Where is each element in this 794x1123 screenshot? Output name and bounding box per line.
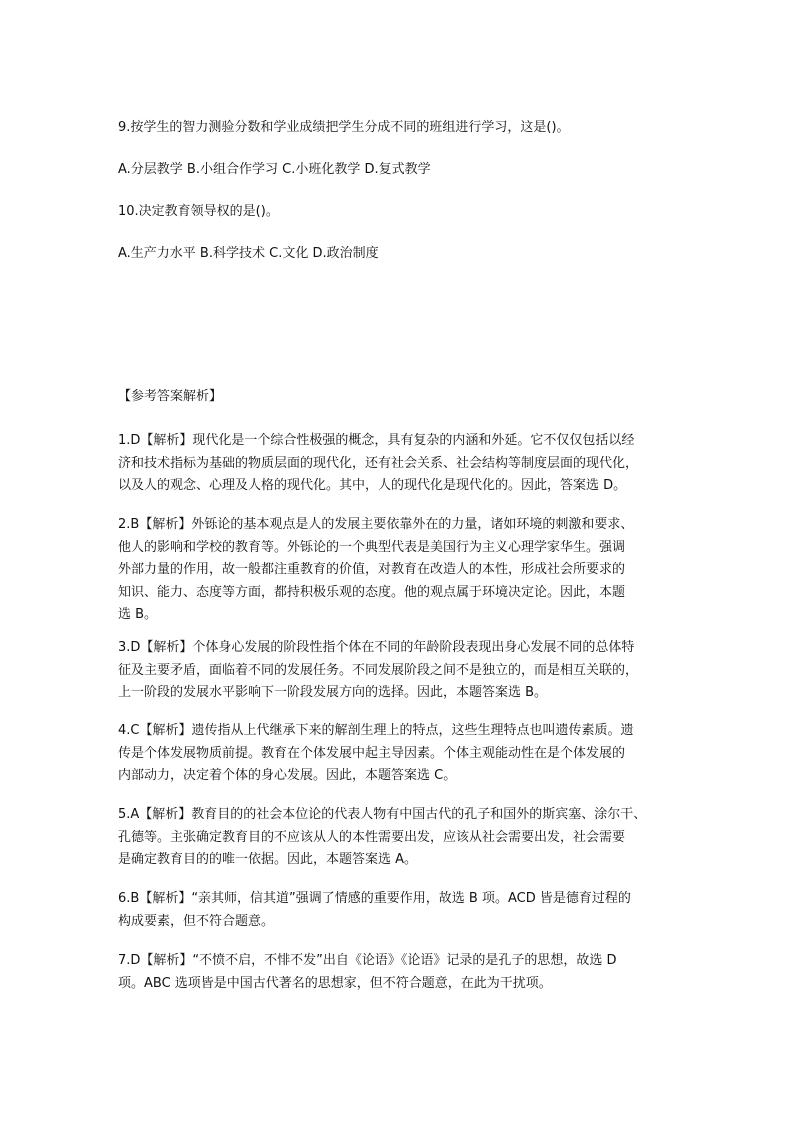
question-9-options: A.分层教学 B.小组合作学习 C.小班化教学 D.复式教学 [118, 162, 431, 177]
answer-line: 5.A【解析】教育目的的社会本位论的代表人物有中国古代的孔子和国外的斯宾塞、涂尔干、 [118, 807, 647, 822]
answer-line: 他人的影响和学校的教育等。外铄论的一个典型代表是美国行为主义心理学家华生。强调 [118, 539, 626, 555]
answer-line: 上一阶段的发展水平影响下一阶段发展方向的选择。因此，本题答案选 B。 [118, 685, 548, 700]
answer-4 [118, 720, 678, 788]
answer-line: 济和技术指标为基础的物质层面的现代化，还有社会关系、社会结构等制度层面的现代化， [118, 455, 639, 471]
answer-line: 7.D【解析】“不愤不启，不悱不发”出自《论语》《论语》记录的是孔子的思想，故选 D [118, 953, 617, 968]
answer-6 [118, 888, 678, 933]
answer-line: 构成要素，但不符合题意。 [118, 913, 275, 929]
answer-line: 3.D【解析】个体身心发展的阶段性指个体在不同的年龄阶段表现出身心发展不同的总体特 [118, 640, 635, 655]
answer-line: 选 B。 [118, 607, 158, 622]
question-9-stem: 9.按学生的智力测验分数和学业成绩把学生分成不同的班组进行学习，这是()。 [118, 120, 570, 135]
answer-2 [118, 514, 678, 627]
answer-7 [118, 950, 678, 995]
answer-line: 知识、能力、态度等方面，都持积极乐观的态度。他的观点属于环境决定论。因此，本题 [118, 584, 626, 600]
answer-line: 传是个体发展物质前提。教育在个体发展中起主导因素。个体主观能动性在是个体发展的 [118, 745, 626, 761]
answer-line: 6.B【解析】“亲其师，信其道”强调了情感的重要作用，故选 B 项。ACD 皆是德育过程的 [118, 891, 631, 906]
answer-5 [118, 804, 678, 872]
answer-line: 是确定教育目的的唯一依据。因此，本题答案选 A。 [118, 852, 418, 867]
answers-heading: 【参考答案解析】 [118, 389, 223, 404]
answer-line: 外部力量的作用，故一般都注重教育的价值，对教育在改造人的本性，形成社会所要求的 [118, 562, 626, 577]
answer-line: 征及主要矛盾，面临着不同的发展任务。不同发展阶段之间不是独立的，而是相互关联的， [118, 662, 639, 678]
answer-line: 内部动力，决定着个体的身心发展。因此，本题答案选 C。 [118, 768, 457, 783]
answer-line: 孔德等。主张确定教育目的不应该从人的本性需要出发，应该从社会需要出发，社会需要 [118, 829, 626, 845]
answer-line: 2.B【解析】外铄论的基本观点是人的发展主要依靠外在的力量，诸如环境的刺激和要求、 [118, 517, 634, 532]
answer-3 [118, 637, 678, 705]
answer-line: 项。ABC 选项皆是中国古代著名的思想家，但不符合题意，在此为干扰项。 [118, 975, 552, 991]
answer-line: 4.C【解析】遗传指从上代继承下来的解剖生理上的特点，这些生理特点也叫遗传素质。遗 [118, 723, 634, 738]
answer-1 [118, 430, 678, 498]
question-10-options: A.生产力水平 B.科学技术 C.文化 D.政治制度 [118, 246, 379, 261]
answer-line: 以及人的观念、心理及人格的现代化。其中，人的现代化是现代化的。因此，答案选 D。 [118, 478, 627, 493]
answer-line: 1.D【解析】现代化是一个综合性极强的概念，具有复杂的内涵和外延。它不仅仅包括以经 [118, 433, 635, 448]
question-10-stem: 10.决定教育领导权的是()。 [118, 204, 279, 219]
